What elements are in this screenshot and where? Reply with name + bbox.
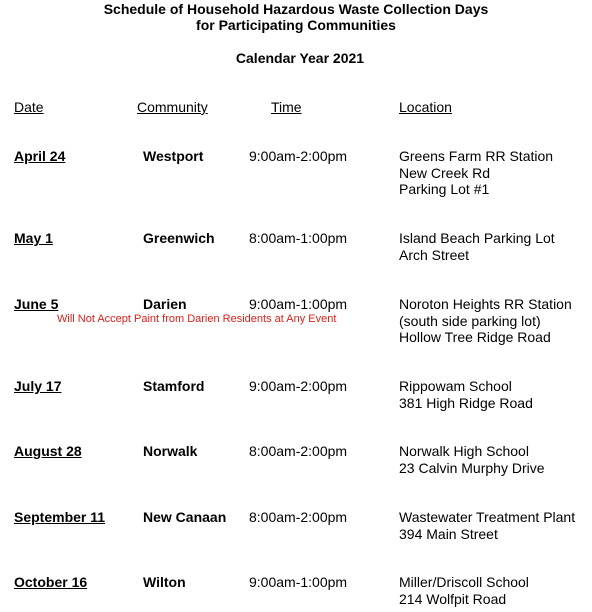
event-location bbox=[399, 378, 533, 411]
event-community: Westport bbox=[143, 148, 204, 164]
event-time: 8:00am-2:00pm bbox=[249, 443, 348, 459]
event-time: 9:00am-1:00pm bbox=[249, 574, 348, 590]
location-line: 214 Wolfpit Road bbox=[399, 590, 507, 607]
event-time: 8:00am-1:00pm bbox=[249, 230, 348, 246]
event-community: Norwalk bbox=[143, 443, 198, 459]
column-header-location: Location bbox=[399, 99, 452, 115]
event-date: June 5 bbox=[14, 296, 59, 312]
location-line: 381 High Ridge Road bbox=[399, 394, 533, 411]
event-date: October 16 bbox=[14, 574, 88, 590]
event-location bbox=[399, 509, 575, 542]
event-community: Wilton bbox=[143, 574, 186, 590]
event-time: 9:00am-2:00pm bbox=[249, 148, 348, 164]
location-line: 23 Calvin Murphy Drive bbox=[399, 459, 545, 476]
event-location bbox=[399, 443, 545, 476]
location-line: Rippowam School bbox=[399, 378, 512, 394]
location-line: Wastewater Treatment Plant bbox=[399, 509, 576, 525]
location-line: Greens Farm RR Station bbox=[399, 148, 554, 164]
column-header-community: Community bbox=[137, 99, 208, 115]
event-location bbox=[399, 148, 553, 198]
document-title: Schedule of Household Hazardous Waste Collection Days bbox=[103, 1, 489, 17]
event-date: July 17 bbox=[14, 378, 62, 394]
event-date: August 28 bbox=[14, 443, 82, 459]
event-location bbox=[399, 574, 529, 607]
event-community: New Canaan bbox=[143, 509, 227, 525]
location-line: Arch Street bbox=[399, 246, 470, 263]
location-line: (south side parking lot) bbox=[399, 312, 541, 329]
location-line: Miller/Driscoll School bbox=[399, 574, 529, 590]
event-date: April 24 bbox=[14, 148, 66, 164]
location-line: Island Beach Parking Lot bbox=[399, 230, 555, 246]
location-line: New Creek Rd bbox=[399, 164, 491, 181]
event-time: 9:00am-2:00pm bbox=[249, 378, 348, 394]
event-location bbox=[399, 296, 572, 346]
event-community: Stamford bbox=[143, 378, 205, 394]
event-date: September 11 bbox=[14, 509, 106, 525]
event-time: 9:00am-1:00pm bbox=[249, 296, 348, 312]
location-line: Hollow Tree Ridge Road bbox=[399, 329, 551, 345]
location-line: Noroton Heights RR Station bbox=[399, 296, 572, 312]
document-subtitle: for Participating Communities bbox=[196, 17, 396, 33]
event-location bbox=[399, 230, 555, 263]
calendar-year: Calendar Year 2021 bbox=[235, 50, 365, 66]
location-line: Norwalk High School bbox=[399, 443, 529, 459]
event-community: Darien bbox=[143, 296, 187, 312]
event-note: Will Not Accept Paint from Darien Residents at Any Event bbox=[57, 313, 337, 325]
event-date: May 1 bbox=[14, 230, 53, 246]
event-time: 8:00am-2:00pm bbox=[249, 509, 348, 525]
event-community: Greenwich bbox=[143, 230, 215, 246]
location-line: Parking Lot #1 bbox=[399, 181, 490, 197]
column-header-date: Date bbox=[14, 99, 44, 115]
column-header-time: Time bbox=[271, 99, 302, 115]
location-line: 394 Main Street bbox=[399, 525, 498, 542]
